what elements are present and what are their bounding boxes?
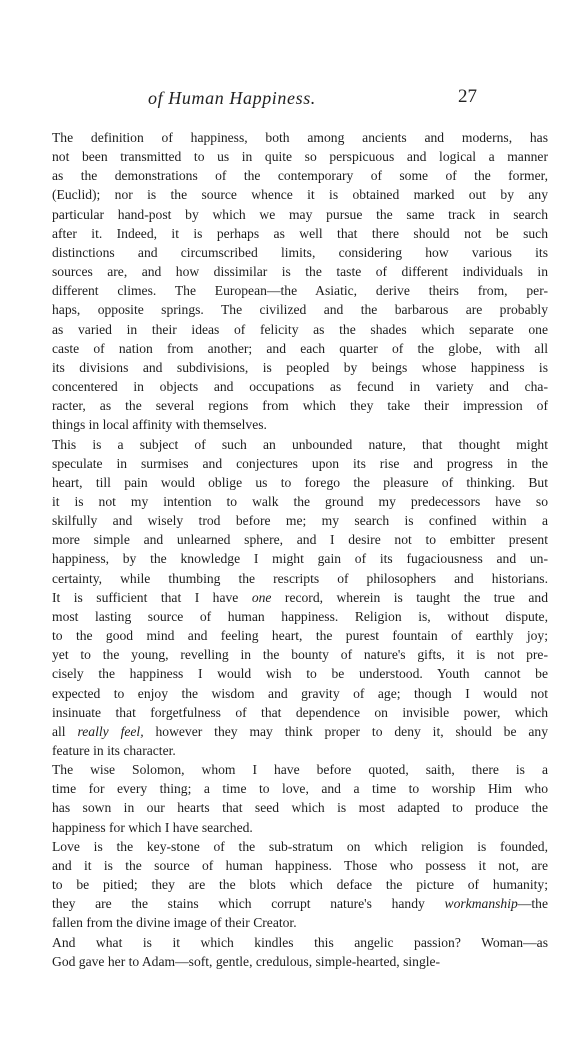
running-head [0, 88, 585, 112]
text-line: distinctions and circumscribed limits, considering how various its [52, 244, 548, 260]
text-line: happiness, by the knowledge I might gain of its fugaciousness and un- [52, 551, 548, 567]
text-line: feature in its character. [52, 743, 176, 758]
emphasis-text: one [251, 589, 272, 605]
text-line: certainty, while thumbing the rescripts of philosophers and historians. [52, 570, 548, 586]
text-line: racter, as the several regions from which they take their impression of [52, 398, 548, 414]
text-line: its divisions and subdivisions, is peopled by beings whose happiness is [52, 359, 548, 375]
text-line: has sown in our hearts that seed which is most adapted to produce the [52, 800, 548, 816]
text-line: yet to the young, revelling in the bounty of nature's gifts, it is not pre- [52, 647, 548, 663]
text-line: not been transmitted to us in quite so perspicuous and logical a manner [52, 149, 548, 165]
running-title: of Human Happiness. [148, 88, 316, 108]
text-line: cisely the happiness I would wish to be understood. Youth cannot be [52, 666, 548, 682]
text-line: And what is it which kindles this angelic passion? Woman—as [52, 934, 548, 950]
text-line: to the good mind and feeling heart, the purest fountain of earthly joy; [52, 628, 548, 644]
text-line: to be pitied; they are the blots which deface the picture of humanity; [52, 877, 548, 893]
text-line: speculate in surmises and conjectures upon its rise and progress in the [52, 455, 548, 471]
text-line: as the demonstrations of the contemporary of some of the former, [52, 168, 548, 184]
text-line: all really feel, however they may think proper to deny it, should be any [52, 723, 548, 739]
page-number: 27 [458, 86, 477, 107]
text-line: Love is the key-stone of the sub-stratum on which religion is founded, [52, 838, 548, 854]
text-line: The definition of happiness, both among ancients and moderns, has [52, 130, 548, 145]
text-line: more simple and unlearned sphere, and I desire not to embitter present [52, 532, 548, 548]
text-line: haps, opposite springs. The civilized and the barbarous are probably [52, 302, 548, 318]
text-line: God gave her to Adam—soft, gentle, credulous, simple-hearted, single- [52, 953, 441, 969]
text-line: after it. Indeed, it is perhaps as well that there should not be such [52, 225, 548, 241]
text-line: and it is the source of human happiness. Those who possess it not, are [52, 857, 548, 873]
text-line: It is sufficient that I have one record, wherein is taught the true and [52, 589, 548, 605]
text-line: particular hand-post by which we may pursue the same track in search [52, 206, 548, 222]
paragraph [36, 760, 548, 837]
text-line: happiness for which I have searched. [52, 819, 253, 835]
text-line: concentered in objects and occupations as fecund in variety and cha- [52, 379, 548, 395]
text-line: expected to enjoy the wisdom and gravity of age; though I would not [52, 685, 548, 701]
body-text [36, 128, 548, 971]
text-line: they are the stains which corrupt nature's handy workmanship—the [52, 896, 548, 912]
text-line: it is not my intention to walk the ground my predecessors have so [52, 493, 548, 509]
text-line: This is a subject of such an unbounded nature, that thought might [52, 436, 548, 452]
text-line: skilfully and wisely trod before me; my search is confined within a [52, 513, 548, 529]
text-line: (Euclid); nor is the source whence it is obtained marked out by any [52, 187, 548, 203]
text-line: heart, till pain would oblige us to forego the pleasure of thinking. But [52, 474, 548, 490]
text-line: The wise Solomon, whom I have before quoted, saith, there is a [52, 762, 548, 778]
text-line: as varied in their ideas of felicity as the shades which separate one [52, 321, 548, 337]
paragraph [36, 128, 548, 435]
emphasis-text: workmanship [444, 896, 518, 912]
text-line: caste of nation from another; and each quarter of the globe, with all [52, 340, 548, 356]
text-line: insinuate that forgetfulness of that dependence on invisible power, which [52, 704, 548, 720]
emphasis-text: really feel, [77, 723, 144, 739]
paragraph [36, 435, 548, 761]
text-line: things in local affinity with themselves. [52, 417, 267, 433]
text-line: most lasting source of human happiness. Religion is, without dispute, [52, 608, 548, 624]
paragraph [36, 933, 548, 971]
text-line: time for every thing; a time to love, and a time to worship Him who [52, 781, 548, 797]
text-line: sources are, and how dissimilar is the taste of different individuals in [52, 264, 548, 280]
paragraph [36, 837, 548, 933]
text-line: different climes. The European—the Asiatic, derive theirs from, per- [52, 283, 548, 299]
text-line: fallen from the divine image of their Creator. [52, 915, 297, 931]
